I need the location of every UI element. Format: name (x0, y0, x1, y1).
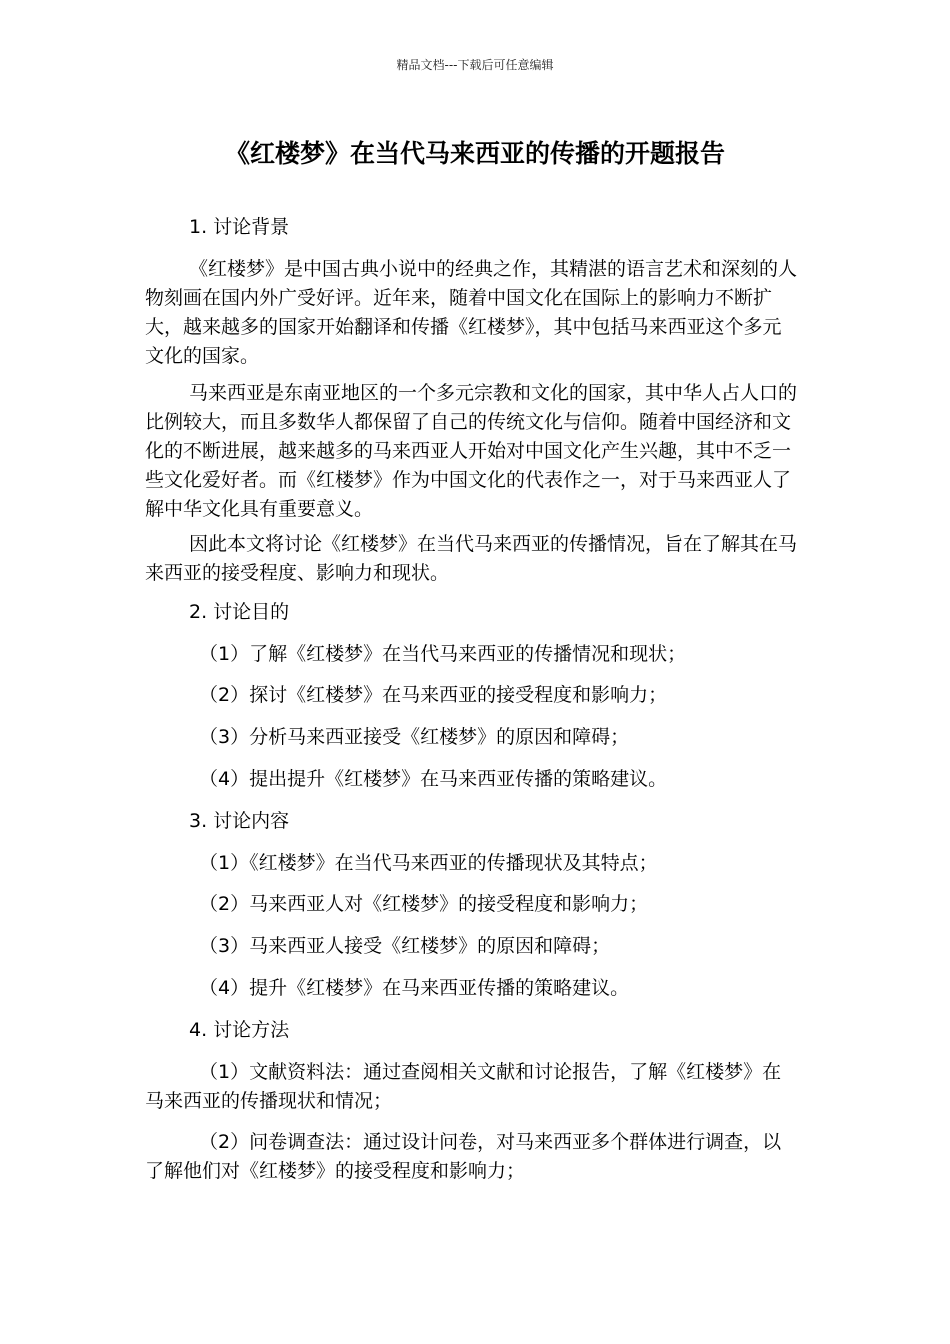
paragraph: 因此本文将讨论《红楼梦》在当代马来西亚的传播情况，旨在了解其在马来西亚的接受程度、影响力和现状。 (145, 533, 798, 584)
section-heading: 3. 讨论内容 (189, 810, 290, 832)
list-item: （1）了解《红楼梦》在当代马来西亚的传播情况和现状； (199, 643, 687, 665)
list-item: （1）《红楼梦》在当代马来西亚的传播现状及其特点； (199, 852, 658, 874)
list-item-purpose-1 (145, 640, 800, 669)
list-item: （4）提出提升《红楼梦》在马来西亚传播的策略建议。 (199, 768, 668, 790)
section-heading-method (145, 1016, 800, 1045)
paragraph-background-2 (145, 379, 800, 524)
list-item-method-2 (145, 1128, 800, 1186)
list-item: （4）提升《红楼梦》在马来西亚传播的策略建议。 (199, 977, 630, 999)
paragraph: 马来西亚是东南亚地区的一个多元宗教和文化的国家，其中华人占人口的比例较大，而且多数华人都保留了自己的传统文化与信仰。随着中国经济和文化的不断进展，越来越多的马来西亚人开始对中国文化产生兴趣，其中不乏一些文化爱好者。而《红楼梦》作为中国文化的代表作之一，对于马来西亚人了解中华文化具有重要意义。 (145, 382, 798, 520)
list-item-content-3 (145, 932, 800, 961)
section-heading-purpose (145, 598, 800, 627)
section-heading: 2. 讨论目的 (189, 601, 290, 623)
list-item-purpose-2 (145, 681, 800, 710)
list-item-purpose-3 (145, 723, 800, 752)
paragraph: 《红楼梦》是中国古典小说中的经典之作，其精湛的语言艺术和深刻的人物刻画在国内外广受好评。近年来，随着中国文化在国际上的影响力不断扩大，越来越多的国家开始翻译和传播《红楼梦》，其中包括马来西亚这个多元文化的国家。 (145, 258, 798, 367)
paragraph-background-3 (145, 530, 800, 588)
paragraph-background-1 (145, 255, 800, 371)
section-heading: 4. 讨论方法 (189, 1019, 290, 1041)
list-item: （3）马来西亚人接受《红楼梦》的原因和障碍； (199, 935, 611, 957)
section-heading-background (145, 213, 800, 242)
section-heading: 1. 讨论背景 (189, 216, 290, 238)
list-item: （3）分析马来西亚接受《红楼梦》的原因和障碍； (199, 726, 630, 748)
list-item-content-4 (145, 974, 800, 1003)
list-item-content-1 (145, 849, 800, 878)
list-item-purpose-4 (145, 765, 800, 794)
list-item-content-2 (145, 890, 800, 919)
list-item: （2）马来西亚人对《红楼梦》的接受程度和影响力； (199, 893, 649, 915)
page-header-note: 精品文档---下载后可任意编辑 (396, 58, 554, 72)
document-title: 《红楼梦》在当代马来西亚的传播的开题报告 (224, 139, 725, 168)
list-item: （2）问卷调查法：通过设计问卷，对马来西亚多个群体进行调查，以了解他们对《红楼梦》的接受程度和影响力； (145, 1131, 782, 1182)
list-item: （1）文献资料法：通过查阅相关文献和讨论报告，了解《红楼梦》在马来西亚的传播现状和情况； (145, 1061, 782, 1112)
list-item-method-1 (145, 1058, 800, 1116)
list-item: （2）探讨《红楼梦》在马来西亚的接受程度和影响力； (199, 684, 668, 706)
section-heading-content (145, 807, 800, 836)
